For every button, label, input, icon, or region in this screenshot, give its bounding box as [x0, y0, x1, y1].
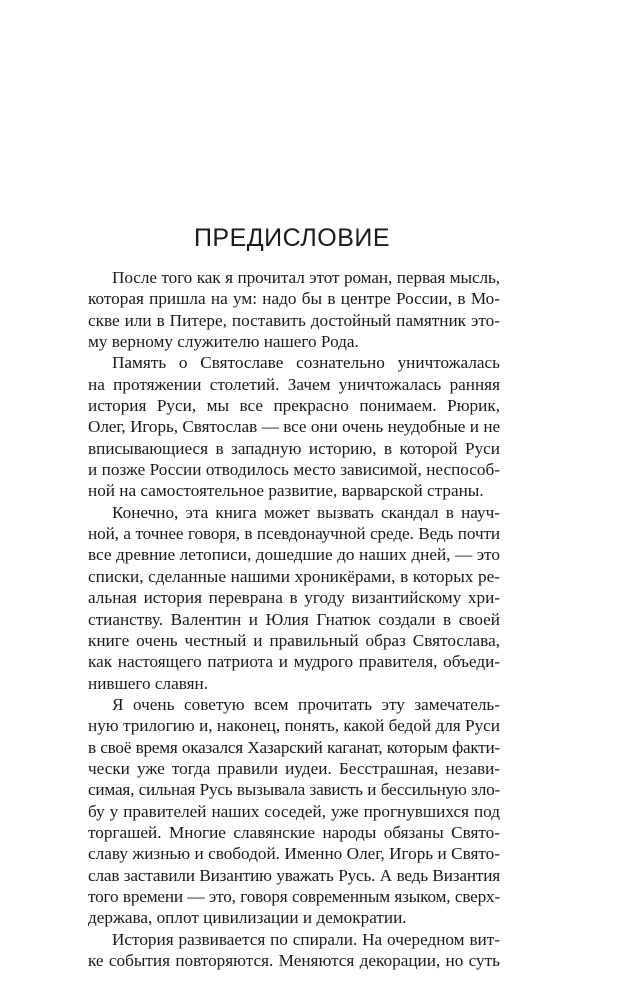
- text-line: все древние летописи, дошедшие до наших дней, — это: [88, 545, 500, 565]
- text-line: Олег, Игорь, Святослав — все они очень неудобные и не: [88, 417, 500, 437]
- text-line: История развивается по спирали. На очередном вит-: [112, 929, 500, 949]
- text-line: симая, сильная Русь вызывала зависть и бессильную зло-: [88, 780, 500, 800]
- text-line: После того как я прочитал этот роман, первая мысль,: [112, 268, 500, 287]
- text-line: и позже России отводилось место зависимой, неспособ-: [88, 460, 500, 480]
- text-line: которая пришла на ум: надо бы в центре России, в Мо-: [88, 289, 500, 309]
- text-line: ную трилогию и, наконец, понять, какой бедой для Руси: [88, 716, 500, 736]
- text-line: как настоящего патриота и мудрого правителя, объеди-: [88, 652, 500, 672]
- text-line: держава, оплот цивилизации и демократии.: [88, 908, 407, 928]
- text-line: ной на самостоятельное развитие, варварской страны.: [88, 481, 484, 501]
- text-line: в своё время оказался Хазарский каганат, которым факти-: [88, 737, 500, 757]
- text-line: того времени — это, говоря современным языком, сверх-: [88, 886, 500, 906]
- text-line: альная история переврана в угоду византийскому хри-: [88, 588, 500, 608]
- text-line: торгашей. Многие славянские народы обязаны Свято-: [88, 822, 500, 842]
- text-line: Я очень советую всем прочитать эту замечатель-: [112, 694, 500, 714]
- text-line: списки, сделанные нашими хроникёрами, в которых ре-: [88, 566, 500, 586]
- text-line: Конечно, эта книга может вызвать скандал в науч-: [112, 502, 500, 522]
- text-line: Память о Святославе сознательно уничтожалась: [112, 353, 500, 373]
- text-line: славу жизнью и свободой. Именно Олег, Игорь и Свято-: [88, 844, 500, 864]
- text-line: ке события повторяются. Меняются декорации, но суть: [88, 951, 500, 970]
- text-line: история Руси, мы все прекрасно понимаем. Рюрик,: [88, 396, 500, 416]
- body-text: [88, 267, 500, 971]
- chapter-title: ПРЕДИСЛОВИЕ: [193, 224, 391, 252]
- text-line: чески уже тогда правили иудеи. Бесстрашная, незави-: [88, 758, 500, 778]
- text-line: нившего славян.: [88, 673, 209, 693]
- text-line: му верному служителю нашего Рода.: [88, 332, 359, 352]
- text-line: ной, а точнее говоря, в псевдонаучной среде. Ведь почти: [88, 524, 500, 544]
- text-line: стианству. Валентин и Юлия Гнатюк создали в своей: [88, 609, 500, 629]
- text-line: на протяжении столетий. Зачем уничтожалась ранняя: [88, 374, 500, 394]
- text-line: бу у правителей наших соседей, уже прогнувшихся под: [88, 801, 500, 821]
- text-line: слав заставили Византию уважать Русь. А ведь Византия: [88, 865, 500, 885]
- text-line: вписывающиеся в западную историю, в которой Руси: [88, 438, 500, 458]
- text-line: книге очень честный и правильный образ Святослава,: [88, 630, 500, 650]
- text-line: скве или в Питере, поставить достойный памятник это-: [88, 310, 500, 330]
